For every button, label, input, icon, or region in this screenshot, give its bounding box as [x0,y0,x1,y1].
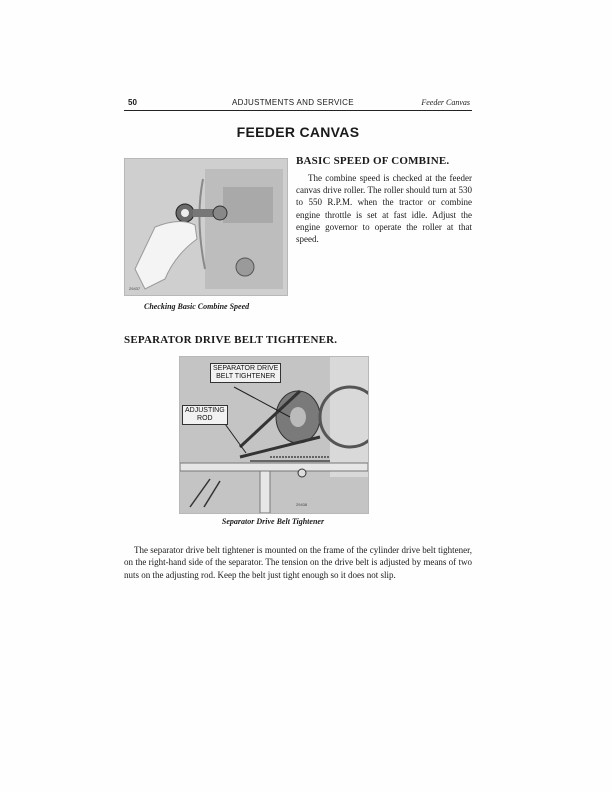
section1-body: The combine speed is checked at the feeder canvas drive roller. The roller should turn at 530 to 550 R.P.M. when the tractor or combine engine throttle is set at fast idle. Adjust the engine governor to operate the roller at that speed. [296,173,472,245]
photo1-illustration [125,159,287,295]
label-adjusting-rod [182,405,228,425]
photo-checking-speed [124,158,288,296]
header-rule [124,110,472,111]
section1-heading: BASIC SPEED OF COMBINE. [296,155,450,167]
photo-belt-tightener [179,356,369,514]
running-header [124,96,472,110]
section-title: ADJUSTMENTS AND SERVICE [232,98,354,107]
page-number: 50 [128,98,137,107]
chapter-title: Feeder Canvas [421,98,470,107]
label-tightener-line2: BELT TIGHTENER [216,373,276,380]
page-title: FEEDER CANVAS [236,124,360,140]
label-rod-line1: ADJUSTING [185,407,225,414]
section2-heading: SEPARATOR DRIVE BELT TIGHTENER. [124,334,338,346]
label-separator-drive-belt-tightener [210,363,281,383]
label-tightener-line1: SEPARATOR DRIVE [213,365,279,372]
photo1-number: 29437 [129,286,141,291]
label-rod-line2: ROD [197,415,213,422]
figure1-caption: Checking Basic Combine Speed [144,302,250,311]
section2-body: The separator drive belt tightener is mounted on the frame of the cylinder drive belt tightener, on the right-hand side of the separator. The tension on the drive belt is adjusted by means of two nuts on the adjusting rod. Keep the belt just tight enough so it does not slip. [124,545,472,580]
figure2-caption: Separator Drive Belt Tightener [221,517,325,526]
photo2-number: 29438 [296,502,308,507]
